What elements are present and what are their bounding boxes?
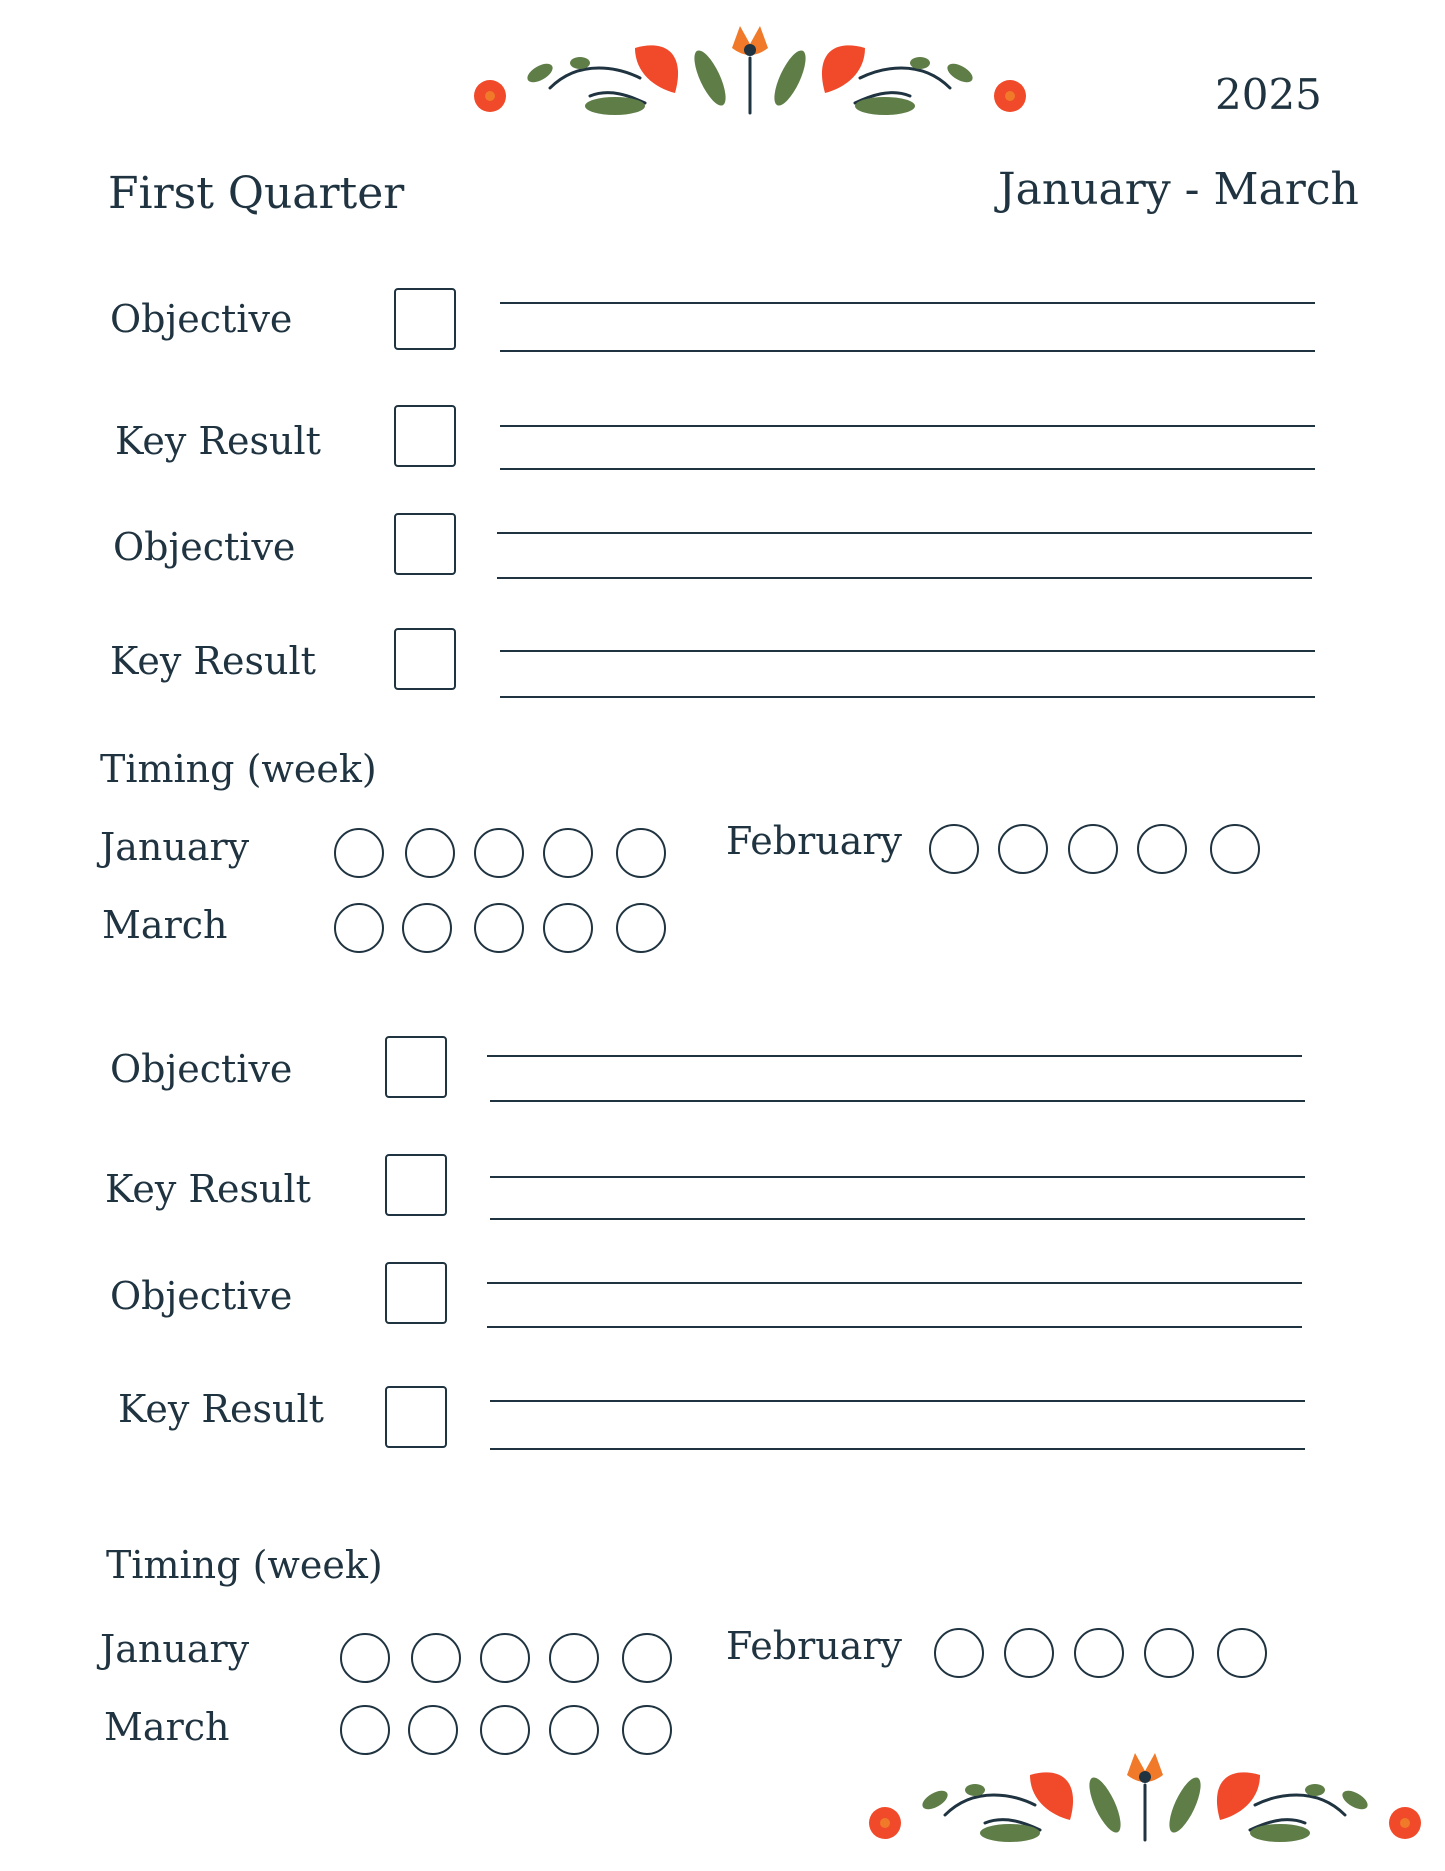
write-line[interactable]: [490, 1100, 1305, 1102]
write-line[interactable]: [500, 468, 1315, 470]
week-circle[interactable]: [1068, 824, 1118, 874]
week-circle[interactable]: [334, 903, 384, 953]
week-circle[interactable]: [334, 828, 384, 878]
checkbox[interactable]: [385, 1036, 447, 1098]
write-line[interactable]: [497, 532, 1312, 534]
week-circle[interactable]: [1144, 1628, 1194, 1678]
write-line[interactable]: [497, 577, 1312, 579]
week-circle[interactable]: [1217, 1628, 1267, 1678]
row-label: Objective: [110, 1047, 293, 1091]
week-circle[interactable]: [929, 824, 979, 874]
week-circle[interactable]: [480, 1705, 530, 1755]
month-label-january: January: [100, 825, 250, 869]
timing-title: Timing (week): [100, 747, 377, 791]
week-circle[interactable]: [622, 1705, 672, 1755]
week-circle[interactable]: [411, 1633, 461, 1683]
week-circle[interactable]: [402, 903, 452, 953]
checkbox[interactable]: [394, 288, 456, 350]
month-range: January - March: [998, 164, 1359, 215]
write-line[interactable]: [500, 350, 1315, 352]
month-label-february: February: [726, 819, 903, 863]
floral-border-bottom-icon: [865, 1745, 1425, 1855]
week-circle[interactable]: [1210, 824, 1260, 874]
write-line[interactable]: [487, 1282, 1302, 1284]
row-label: Key Result: [118, 1387, 324, 1431]
week-circle[interactable]: [340, 1705, 390, 1755]
week-circle[interactable]: [543, 828, 593, 878]
row-label: Key Result: [110, 639, 316, 683]
row-label: Objective: [110, 297, 293, 341]
checkbox[interactable]: [394, 405, 456, 467]
week-circle[interactable]: [616, 828, 666, 878]
checkbox[interactable]: [394, 513, 456, 575]
week-circle[interactable]: [616, 903, 666, 953]
write-line[interactable]: [500, 650, 1315, 652]
write-line[interactable]: [490, 1218, 1305, 1220]
write-line[interactable]: [487, 1055, 1302, 1057]
month-label-march: March: [102, 903, 228, 947]
month-label-february: February: [726, 1624, 903, 1668]
week-circle[interactable]: [549, 1633, 599, 1683]
week-circle[interactable]: [408, 1705, 458, 1755]
month-label-january: January: [100, 1627, 250, 1671]
week-circle[interactable]: [405, 828, 455, 878]
checkbox[interactable]: [385, 1386, 447, 1448]
checkbox[interactable]: [394, 628, 456, 690]
floral-border-top-icon: [470, 18, 1030, 128]
week-circle[interactable]: [543, 903, 593, 953]
week-circle[interactable]: [1137, 824, 1187, 874]
write-line[interactable]: [500, 302, 1315, 304]
row-label: Key Result: [105, 1167, 311, 1211]
row-label: Objective: [110, 1274, 293, 1318]
week-circle[interactable]: [1074, 1628, 1124, 1678]
checkbox[interactable]: [385, 1262, 447, 1324]
week-circle[interactable]: [474, 903, 524, 953]
week-circle[interactable]: [340, 1633, 390, 1683]
write-line[interactable]: [487, 1326, 1302, 1328]
timing-title: Timing (week): [106, 1543, 383, 1587]
quarter-title: First Quarter: [108, 168, 405, 219]
week-circle[interactable]: [474, 828, 524, 878]
checkbox[interactable]: [385, 1154, 447, 1216]
week-circle[interactable]: [622, 1633, 672, 1683]
week-circle[interactable]: [1004, 1628, 1054, 1678]
write-line[interactable]: [490, 1448, 1305, 1450]
write-line[interactable]: [490, 1176, 1305, 1178]
month-label-march: March: [104, 1705, 230, 1749]
week-circle[interactable]: [998, 824, 1048, 874]
write-line[interactable]: [500, 425, 1315, 427]
week-circle[interactable]: [549, 1705, 599, 1755]
row-label: Objective: [113, 525, 296, 569]
row-label: Key Result: [115, 419, 321, 463]
week-circle[interactable]: [480, 1633, 530, 1683]
week-circle[interactable]: [934, 1628, 984, 1678]
write-line[interactable]: [500, 696, 1315, 698]
write-line[interactable]: [490, 1400, 1305, 1402]
year-label: 2025: [1215, 70, 1322, 119]
